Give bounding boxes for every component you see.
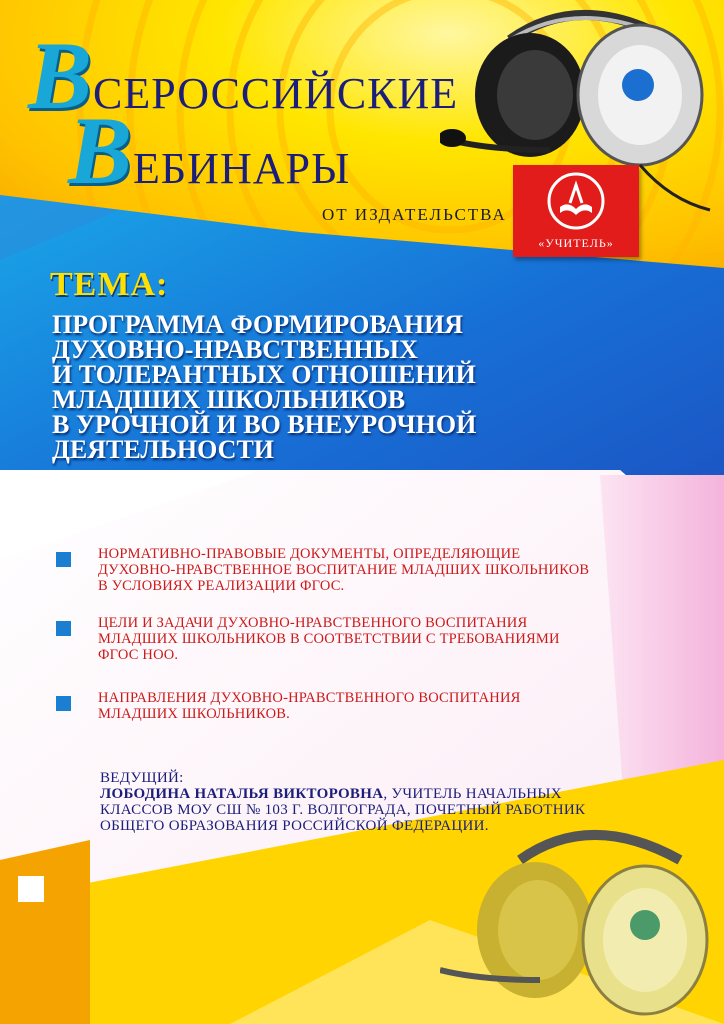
bullet-line: НОРМАТИВНО-ПРАВОВЫЕ ДОКУМЕНТЫ, ОПРЕДЕЛЯЮЩИЕ: [98, 546, 521, 562]
bullet-square-icon: [56, 621, 71, 636]
host-line: ОБЩЕГО ОБРАЗОВАНИЯ РОССИЙСКОЙ ФЕДЕРАЦИИ.: [100, 818, 489, 834]
title-rest: ЕБИНАРЫ: [133, 144, 351, 193]
bullet-text: [98, 546, 589, 594]
topic-line: ДУХОВНО-НРАВСТВЕННЫХ: [52, 335, 418, 364]
bullet-line: В УСЛОВИЯХ РЕАЛИЗАЦИИ ФГОС.: [98, 578, 345, 594]
host-line: КЛАССОВ МОУ СШ № 103 Г. ВОЛГОГРАДА, ПОЧЕТНЫЙ РАБОТНИК: [100, 802, 586, 818]
bullet-line: МЛАДШИХ ШКОЛЬНИКОВ В СООТВЕТСТВИИ С ТРЕБОВАНИЯМИ: [98, 631, 560, 647]
bullet-square-icon: [56, 696, 71, 711]
topic-line: МЛАДШИХ ШКОЛЬНИКОВ: [52, 385, 406, 414]
bullet-line: НАПРАВЛЕНИЯ ДУХОВНО-НРАВСТВЕННОГО ВОСПИТАНИЯ: [98, 690, 521, 706]
topic-line: ПРОГРАММА ФОРМИРОВАНИЯ: [52, 310, 464, 339]
bullet-line: ДУХОВНО-НРАВСТВЕННОЕ ВОСПИТАНИЕ МЛАДШИХ ШКОЛЬНИКОВ: [98, 562, 590, 578]
bullet-item: [56, 690, 676, 726]
bullet-text: [98, 690, 521, 722]
topic-label: ТЕМА:: [50, 266, 169, 303]
from-publisher: ОТ ИЗДАТЕЛЬСТВА: [322, 205, 507, 224]
title-rest: СЕРОССИЙСКИЕ: [93, 69, 459, 118]
bullet-item: [56, 615, 676, 667]
host-info: [100, 770, 585, 834]
title-initial: В: [68, 97, 134, 204]
logo-label: «УЧИТЕЛЬ»: [538, 236, 614, 250]
bullet-text: [98, 615, 560, 663]
host-name: ЛОБОДИНА НАТАЛЬЯ ВИКТОРОВНА: [100, 786, 384, 802]
topic-line: В УРОЧНОЙ И ВО ВНЕУРОЧНОЙ: [52, 410, 477, 439]
topic-line: ДЕЯТЕЛЬНОСТИ: [52, 435, 275, 464]
bullet-square-icon: [56, 552, 71, 567]
bullet-line: ФГОС НОО.: [98, 647, 179, 663]
host-line: [100, 786, 585, 802]
topic-title: [52, 312, 522, 462]
book-icon: [546, 171, 606, 231]
topic-line: И ТОЛЕРАНТНЫХ ОТНОШЕНИЙ: [52, 360, 476, 389]
host-label: ВЕДУЩИЙ:: [100, 770, 184, 786]
bullet-line: ЦЕЛИ И ЗАДАЧИ ДУХОВНО-НРАВСТВЕННОГО ВОСПИТАНИЯ: [98, 615, 528, 631]
bullet-line: МЛАДШИХ ШКОЛЬНИКОВ.: [98, 706, 290, 722]
title-initial: В: [28, 22, 94, 129]
bullet-item: [56, 546, 676, 598]
title-line-2: [68, 95, 350, 206]
publisher-logo: [513, 165, 639, 257]
host-position: , УЧИТЕЛЬ НАЧАЛЬНЫХ: [383, 786, 562, 802]
